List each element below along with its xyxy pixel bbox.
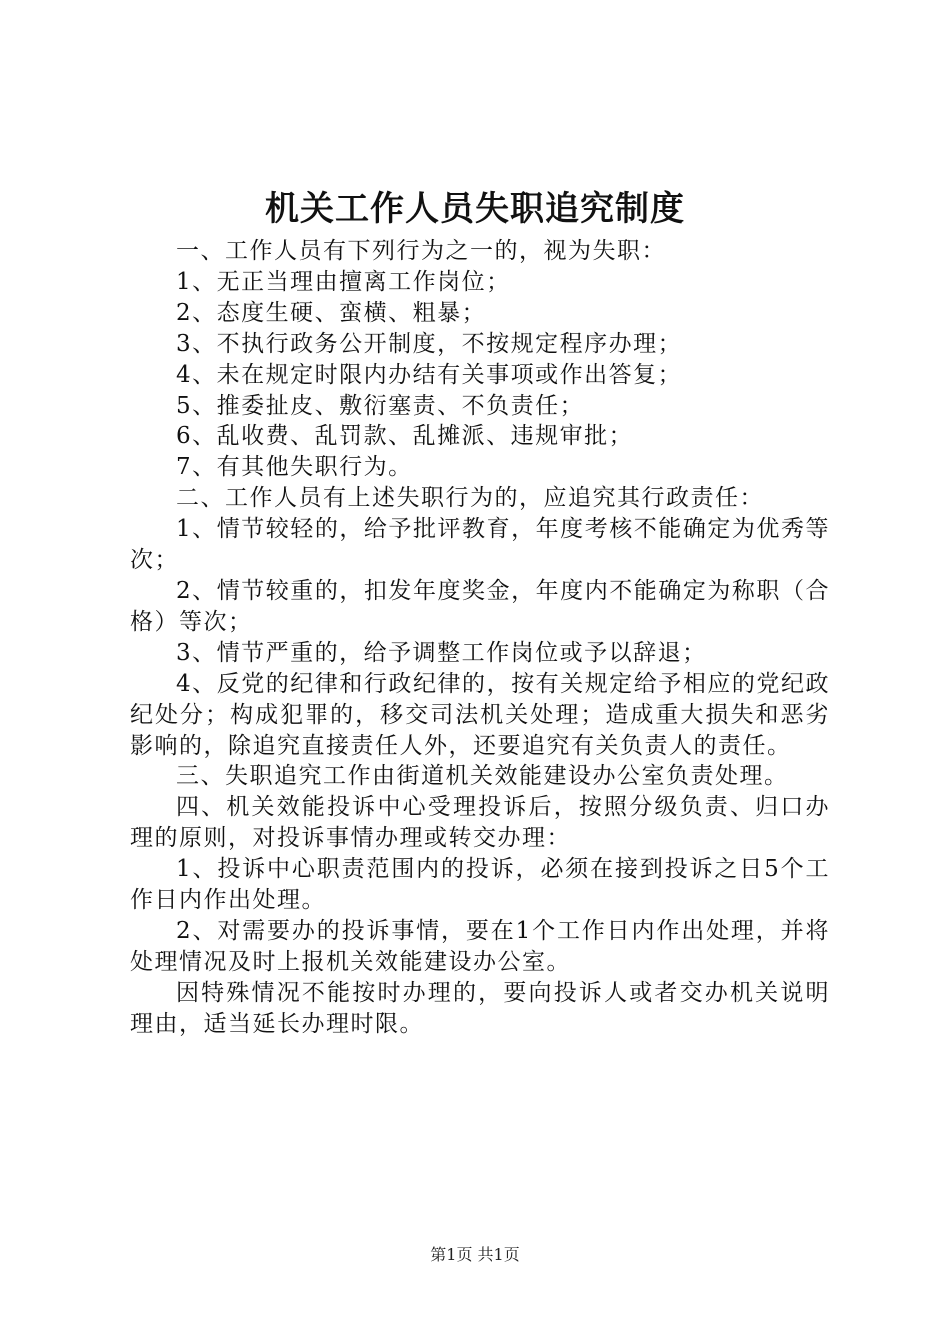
- list-item: 1、无正当理由擅离工作岗位；: [176, 268, 511, 295]
- list-item: 2、情节较重的，扣发年度奖金，年度内不能确定为称职（合格）等次；: [130, 577, 830, 635]
- list-item: 2、对需要办的投诉事情，要在1个工作日内作出处理，并将处理情况及时上报机关效能建设办公室。: [130, 917, 830, 975]
- list-item: 4、未在规定时限内办结有关事项或作出答复；: [176, 361, 683, 388]
- section-heading: 三、失职追究工作由街道机关效能建设办公室负责处理。: [176, 763, 789, 790]
- list-item: 3、不执行政务公开制度，不按规定程序办理；: [176, 330, 683, 357]
- list-item: 1、情节较轻的，给予批评教育，年度考核不能确定为优秀等次；: [130, 516, 830, 574]
- page-number-footer: 第1页 共1页: [430, 1245, 520, 1264]
- list-item: 6、乱收费、乱罚款、乱摊派、违规审批；: [176, 423, 634, 450]
- list-item: 5、推委扯皮、敷衍塞责、不负责任；: [176, 392, 585, 419]
- document-title: 机关工作人员失职追究制度: [265, 189, 685, 229]
- list-item: 1、投诉中心职责范围内的投诉，必须在接到投诉之日5个工作日内作出处理。: [130, 856, 830, 914]
- list-item: 7、有其他失职行为。: [176, 454, 413, 481]
- section-heading: 四、机关效能投诉中心受理投诉后，按照分级负责、归口办理的原则，对投诉事情办理或转交办理：: [130, 794, 830, 852]
- section-heading: 一、工作人员有下列行为之一的，视为失职：: [176, 238, 666, 264]
- list-item: 4、反党的纪律和行政纪律的，按有关规定给予相应的党纪政纪处分；构成犯罪的，移交司法机关处理；造成重大损失和恶劣影响的，除追究直接责任人外，还要追究有关负责人的责任。: [130, 670, 830, 759]
- list-item: 2、态度生硬、蛮横、粗暴；: [176, 299, 487, 326]
- list-item: 3、情节严重的，给予调整工作岗位或予以辞退；: [176, 639, 707, 666]
- section-heading: 二、工作人员有上述失职行为的，应追究其行政责任：: [176, 485, 764, 512]
- closing-paragraph: 因特殊情况不能按时办理的，要向投诉人或者交办机关说明理由，适当延长办理时限。: [130, 979, 830, 1037]
- document-body: [130, 236, 830, 1040]
